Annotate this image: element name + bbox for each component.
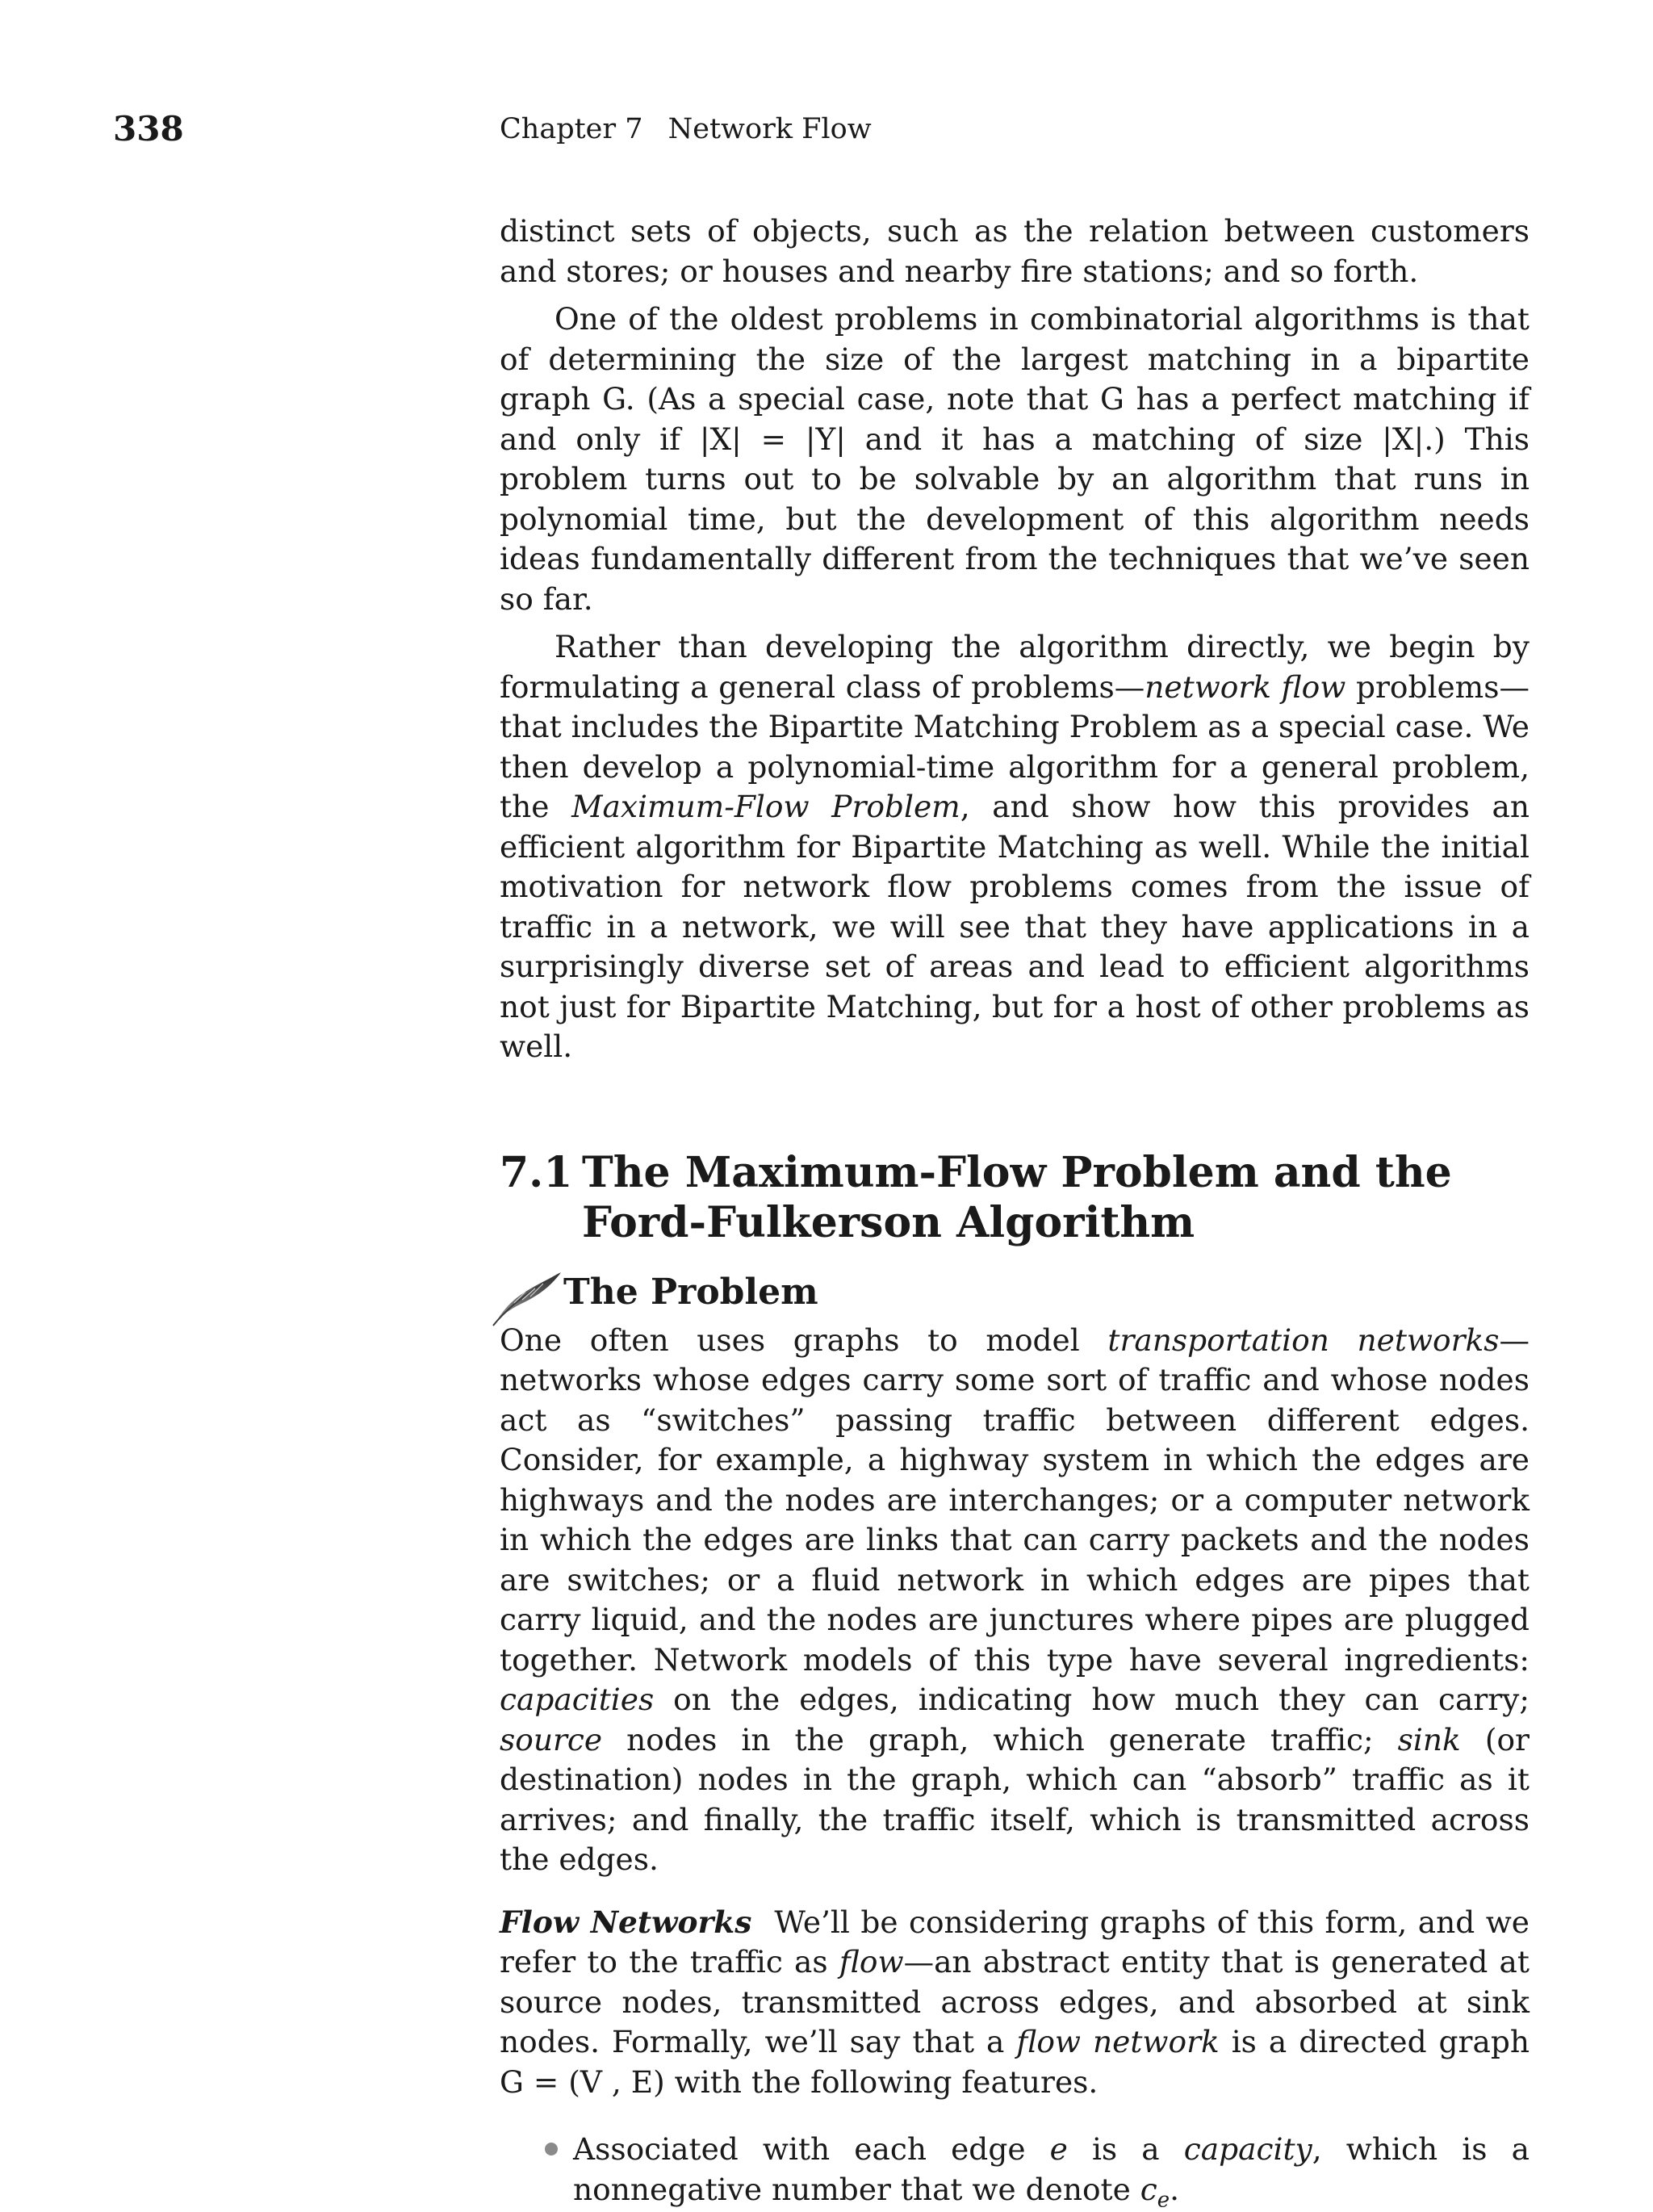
- intro-paragraph-1: distinct sets of objects, such as the relation between customers and stores; or houses and nearby fire stations; and so forth.: [500, 213, 1530, 289]
- term-source: source: [500, 1721, 603, 1757]
- chapter-label: Chapter 7: [500, 113, 643, 145]
- term-flow: flow: [839, 1944, 904, 1979]
- section-number: 7.1: [500, 1147, 573, 1197]
- running-head: [500, 113, 872, 145]
- feature-list: [500, 2130, 1530, 2210]
- term-flow-network: flow network: [1016, 2024, 1220, 2059]
- run-in-heading: Flow Networks: [500, 1904, 752, 1940]
- page-body: [500, 212, 1530, 2210]
- term-sink: sink: [1397, 1721, 1461, 1757]
- term-network-flow: network flow: [1145, 668, 1346, 705]
- term-transportation-networks: transportation networks: [1107, 1322, 1500, 1358]
- subsection-header: [500, 1271, 1530, 1314]
- quill-icon: [490, 1267, 563, 1327]
- section-heading: [500, 1148, 1530, 1248]
- term-capacities: capacities: [500, 1682, 655, 1717]
- flow-networks-paragraph: Flow Networks We’ll be considering graphs of this form, and we refer to the traffic as flow—an abstract entity that is generated at source nodes, transmitted across edges, and absorbed at sink nodes. Formally, we’ll say that a flow network is a directed graph G = (V , E) with the following features.: [500, 1904, 1530, 2100]
- problem-paragraph: One often uses graphs to model transportation networks—networks whose edges carry some sort of traffic and whose nodes act as “switches” passing traffic between different edges. Consider, for example, a highway system in which the edges are highways and the nodes are interchanges; or a computer network in which the edges are links that can carry packets and the nodes are switches; or a fluid network in which edges are pipes that carry liquid, and the nodes are junctures where pipes are plugged together. Network models of this type have several ingredients: capacities on the edges, indicating how much they can carry; source nodes in the graph, which generate traffic; sink (or destination) nodes in the graph, which can “absorb” traffic as it arrives; and finally, the traffic itself, which is transmitted across the edges.: [500, 1322, 1530, 1877]
- list-item: Associated with each edge e is a capacity, which is a nonnegative number that we denote $c_e$.: [500, 2130, 1530, 2210]
- bullet-icon: [545, 2143, 558, 2155]
- page-number: 338: [113, 109, 184, 149]
- subsection-title: The Problem: [563, 1271, 818, 1313]
- intro-paragraph-2: One of the oldest problems in combinatorial algorithms is that of determining the size of the largest matching in a bipartite graph G. (As a special case, note that G has a perfect matching if and only if |X| = |Y| and it has a matching of size |X|.) This problem turns out to be solvable by an algorithm that runs in polynomial time, but the development of this algorithm needs ideas fundamentally different from the techniques that we’ve seen so far.: [500, 301, 1530, 617]
- section-title: The Maximum-Flow Problem and the Ford-Fulkerson Algorithm: [582, 1147, 1452, 1247]
- chapter-title: Network Flow: [667, 113, 872, 145]
- intro-paragraph-3: Rather than developing the algorithm directly, we begin by formulating a general class of problems—network flow problems—that includes the Bipartite Matching Problem as a special case. We then develop a polynomial-time algorithm for a general problem, the Maximum-Flow Problem, and show how this provides an efficient algorithm for Bipartite Matching as well. While the initial motivation for network flow problems comes from the issue of traffic in a network, we will see that they have applications in a surprisingly diverse set of areas and lead to efficient algorithms not just for Bipartite Matching, but for a host of other problems as well.: [500, 629, 1530, 1064]
- term-capacity: capacity: [1183, 2131, 1312, 2167]
- term-maximum-flow-problem: Maximum-Flow Problem: [571, 789, 960, 824]
